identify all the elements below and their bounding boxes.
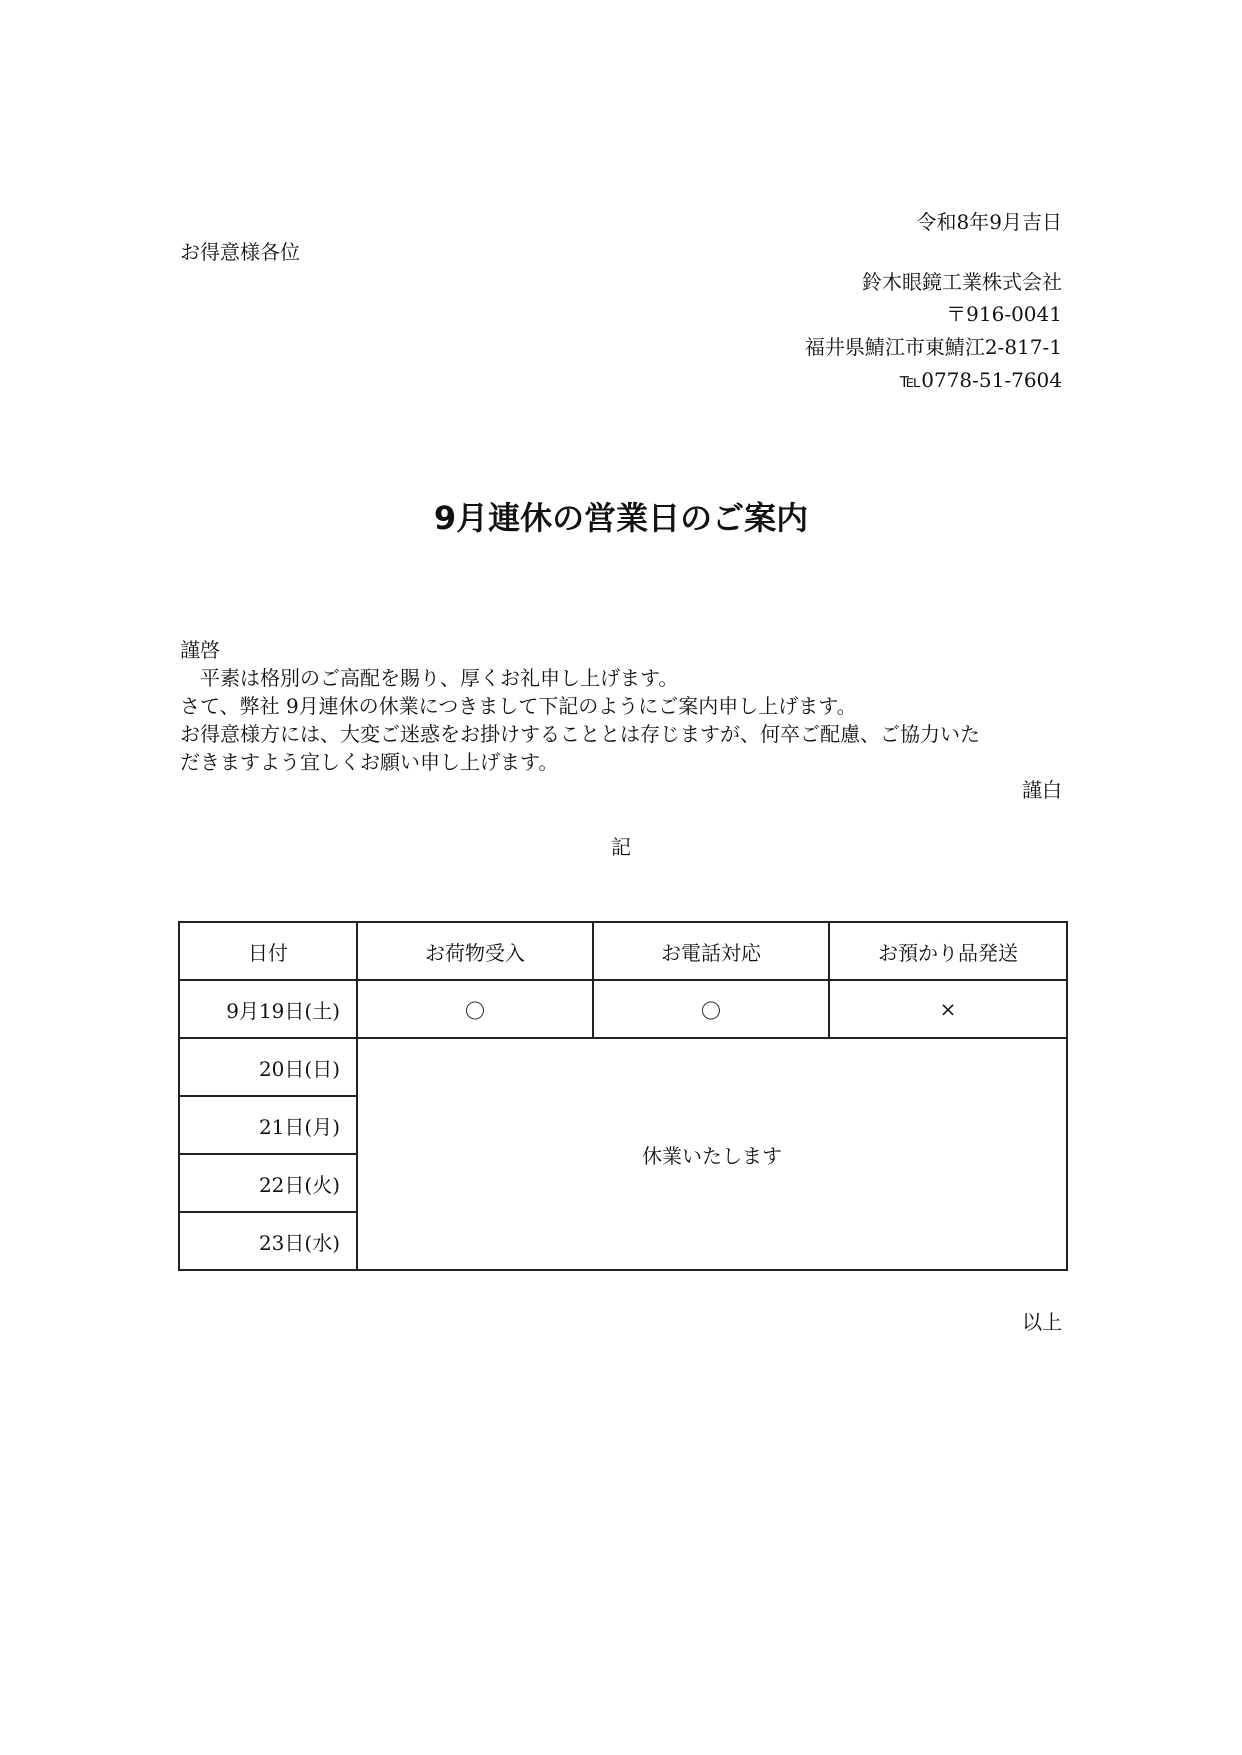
recipient: お得意様各位 [180, 240, 300, 264]
body-line-1: 平素は格別のご高配を賜り、厚くお礼申し上げます。 [200, 666, 679, 690]
body-line-3: お得意様方には、大変ご迷惑をお掛けすることとは存じますが、何卒ご配慮、ご協力いた [180, 722, 980, 746]
table-row [179, 1038, 1067, 1096]
header-shipping: お預かり品発送 [829, 922, 1067, 980]
sender-address: 福井県鯖江市東鯖江2-817-1 [804, 335, 1062, 359]
status-cell: 〇 [593, 980, 829, 1038]
date-cell: 22日(火) [179, 1154, 357, 1212]
date-cell: 23日(水) [179, 1212, 357, 1270]
status-cell: × [829, 980, 1067, 1038]
body-line-2: さて、弊社 9月連休の休業につきまして下記のようにご案内申し上げます。 [180, 694, 857, 718]
header-date: 日付 [179, 922, 357, 980]
closing-salutation: 謹白 [1022, 778, 1062, 802]
status-cell: 〇 [357, 980, 593, 1038]
opening-salutation: 謹啓 [180, 638, 220, 662]
body-line-4: だきますよう宜しくお願い申し上げます。 [180, 750, 559, 774]
date-cell: 20日(日) [179, 1038, 357, 1096]
letter-date: 令和8年9月吉日 [916, 210, 1062, 234]
ki-label: 記 [611, 835, 631, 859]
page-title: 9月連休の営業日のご案内 [433, 499, 809, 537]
sender-postal: 〒916-0041 [946, 302, 1062, 326]
date-cell: 21日(月) [179, 1096, 357, 1154]
schedule-table [178, 921, 1068, 1271]
table-header-row [179, 922, 1067, 980]
sender-tel: ℡0778-51-7604 [899, 368, 1062, 392]
closed-notice: 休業いたします [357, 1038, 1067, 1270]
sender-company: 鈴木眼鏡工業株式会社 [862, 270, 1062, 294]
ijo-label: 以上 [1022, 1310, 1062, 1334]
date-cell: 9月19日(土) [179, 980, 357, 1038]
table-row [179, 980, 1067, 1038]
header-package: お荷物受入 [357, 922, 593, 980]
header-phone: お電話対応 [593, 922, 829, 980]
